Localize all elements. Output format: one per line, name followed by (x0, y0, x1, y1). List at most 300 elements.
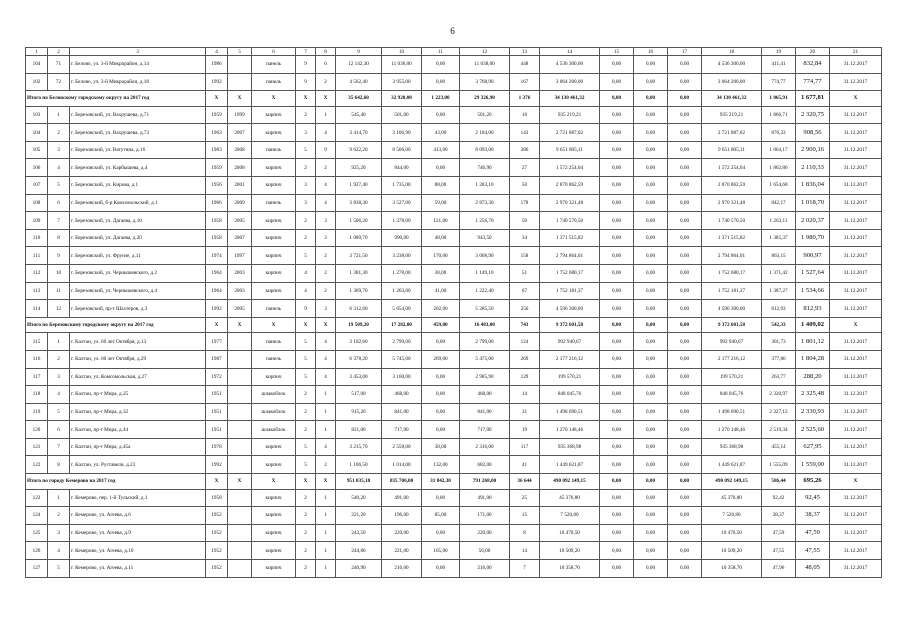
table-cell: 1 (316, 489, 336, 507)
table-cell: кирпич (252, 524, 296, 542)
table-cell: 0,00 (600, 141, 634, 159)
table-cell: 0,00 (668, 403, 702, 421)
table-cell (228, 73, 252, 91)
subtotal-label: Итого по Березовскому городскому округу на 2017 год (26, 317, 206, 333)
table-cell: 0,00 (600, 300, 634, 318)
table-cell (228, 350, 252, 368)
table-cell: 3 064 200,00 (540, 73, 600, 91)
table-cell: 1 740 570,50 (702, 212, 762, 230)
table-cell: 103 (26, 106, 48, 124)
table-cell: 943,50 (460, 229, 510, 247)
table-cell: 38,37 (796, 507, 830, 525)
table-cell: шлакоблок (252, 403, 296, 421)
table-row (26, 438, 882, 456)
table-cell: X (252, 317, 296, 333)
table-cell: 0,00 (422, 403, 460, 421)
table-cell: 171,00 (460, 507, 510, 525)
table-cell: панель (252, 56, 296, 74)
table-cell: 3 238,00 (382, 247, 422, 265)
table-cell: 199 570,21 (540, 368, 600, 386)
table-cell: 31 (510, 403, 540, 421)
table-cell: 501,20 (460, 106, 510, 124)
table-cell: 1951 (206, 386, 228, 404)
table-cell: 0,00 (422, 524, 460, 542)
table-cell: 1 449 621,87 (540, 456, 600, 474)
table-cell: кирпич (252, 212, 296, 230)
table-row (26, 300, 882, 318)
table-cell: 50 (510, 177, 540, 195)
table-cell: 7 (48, 438, 70, 456)
table-cell: 0,00 (600, 282, 634, 300)
table-cell: 0,00 (634, 317, 668, 333)
table-cell: 1 (316, 559, 336, 577)
table-cell: 1 559,00 (796, 456, 830, 474)
subtotal-label: Итого по Беловскому городскому округу на 2017 год (26, 91, 206, 107)
table-cell: 0,00 (600, 91, 634, 107)
table-cell: 4 536 300,00 (540, 56, 600, 74)
table-cell: 31.12.2017 (830, 300, 882, 318)
table-cell: 14 (510, 542, 540, 560)
column-number: 3 (70, 48, 206, 56)
table-cell: 2 (296, 106, 316, 124)
table-cell: 11 038,00 (460, 56, 510, 74)
table-cell: 3 (296, 177, 316, 195)
table-cell: 9 (296, 56, 316, 74)
table-cell: 0,00 (634, 421, 668, 439)
table-cell: 2 177 216,12 (540, 350, 600, 368)
table-cell: 0,00 (668, 333, 702, 351)
table-cell: 9 651 805,11 (540, 141, 600, 159)
table-cell: 0,00 (634, 159, 668, 177)
table-cell: 2 320,97 (762, 386, 796, 404)
table-cell: 3 (296, 124, 316, 142)
table-cell: 2003 (228, 265, 252, 283)
table-cell: 3 106,90 (382, 124, 422, 142)
column-number: 21 (830, 48, 882, 56)
column-number: 4 (206, 48, 228, 56)
table-cell: 0,00 (668, 524, 702, 542)
table-cell: 0,00 (600, 386, 634, 404)
table-cell: 517,00 (336, 386, 382, 404)
table-cell: 1 555,09 (762, 456, 796, 474)
table-cell (228, 56, 252, 74)
table-cell: 1 378,00 (382, 212, 422, 230)
table-cell: 1 (316, 524, 336, 542)
table-cell: 3 453,00 (336, 368, 382, 386)
table-cell: 220,00 (382, 524, 422, 542)
subtotal-row (26, 91, 882, 107)
table-cell: кирпич (252, 177, 296, 195)
table-cell (228, 368, 252, 386)
table-cell: 386 (510, 141, 540, 159)
table-cell: 3 064 200,00 (702, 73, 762, 91)
table-cell: 1 572 254,04 (540, 159, 600, 177)
table-cell: 301,73 (762, 333, 796, 351)
table-cell: 1 385,37 (762, 229, 796, 247)
column-number-row (26, 48, 882, 56)
table-cell: 0,00 (668, 141, 702, 159)
table-cell: 108 (26, 194, 48, 212)
table-cell: 1 677,81 (796, 91, 830, 107)
table-cell: 0,00 (600, 542, 634, 560)
table-cell: 0,00 (634, 91, 668, 107)
address-cell: г. Калтан, пр-т Мира, д.44 (70, 421, 206, 439)
table-row (26, 229, 882, 247)
table-cell: 0,00 (668, 212, 702, 230)
table-cell: 1 018,70 (796, 194, 830, 212)
table-cell: 0,00 (668, 229, 702, 247)
table-cell: 0,00 (634, 456, 668, 474)
table-cell: 1963 (206, 124, 228, 142)
table-cell: 2 525,60 (796, 421, 830, 439)
table-cell: 2 970 321,48 (540, 194, 600, 212)
table-row (26, 456, 882, 474)
table-cell: 1 376 (510, 91, 540, 107)
table-row (26, 265, 882, 283)
table-cell: шлакоблок (252, 421, 296, 439)
table-cell: 29 326,90 (460, 91, 510, 107)
table-cell: 50 (510, 212, 540, 230)
column-number: 6 (252, 48, 296, 56)
table-cell: 695,26 (796, 474, 830, 490)
table-cell: 2 873,30 (460, 194, 510, 212)
table-cell: 1 752 181,37 (702, 282, 762, 300)
table-cell: 1997 (228, 247, 252, 265)
table-cell: 0,00 (668, 194, 702, 212)
table-cell: 1952 (206, 559, 228, 577)
table-cell: 2 (48, 507, 70, 525)
address-cell: г. Березовский, ул. Чернышевского, д.2 (70, 265, 206, 283)
table-cell: кирпич (252, 438, 296, 456)
table-cell: 863,15 (762, 247, 796, 265)
table-cell: 31.12.2017 (830, 106, 882, 124)
table-cell: 1 270 148,46 (540, 421, 600, 439)
table-cell: 848 045,76 (540, 386, 600, 404)
table-cell: 627,95 (796, 438, 830, 456)
table-cell: 2 (316, 265, 336, 283)
table-cell: 2 (296, 507, 316, 525)
table-cell: 1 449 621,87 (702, 456, 762, 474)
table-cell: 3 068,90 (460, 247, 510, 265)
table-cell: 240,90 (336, 559, 382, 577)
table-cell: 2 900,16 (796, 141, 830, 159)
table-cell: 3 215,70 (336, 438, 382, 456)
table-cell: 0,00 (600, 333, 634, 351)
table-cell: 16 (510, 106, 540, 124)
table-cell: 0,00 (668, 247, 702, 265)
table-row (26, 524, 882, 542)
table-cell: 0,00 (600, 177, 634, 195)
table-cell: 1 752 680,17 (540, 265, 600, 283)
table-cell: 43,00 (422, 124, 460, 142)
column-number: 8 (316, 48, 336, 56)
table-row (26, 56, 882, 74)
table-cell: 377,86 (762, 350, 796, 368)
address-cell: г. Калтан, пр-т Мира, д.32 (70, 403, 206, 421)
table-cell: 841,00 (382, 403, 422, 421)
table-cell: 746,90 (460, 159, 510, 177)
table-cell: 31.12.2017 (830, 350, 882, 368)
table-cell: 158 (510, 247, 540, 265)
table-row (26, 247, 882, 265)
table-cell: 71 (48, 56, 70, 74)
table-cell: 113 (26, 282, 48, 300)
table-cell: кирпич (252, 265, 296, 283)
table-cell: 3 (296, 194, 316, 212)
table-cell: 490 092 149,15 (540, 474, 600, 490)
table-cell: 4 (316, 124, 336, 142)
table-cell: 1952 (206, 542, 228, 560)
table-cell: 0,00 (634, 141, 668, 159)
table-cell: 5 (48, 559, 70, 577)
table-cell: 0,00 (668, 317, 702, 333)
table-cell: 88,00 (422, 177, 460, 195)
table-cell: 216,00 (382, 559, 422, 577)
table-cell: 935 368,98 (540, 438, 600, 456)
table-row (26, 106, 882, 124)
table-cell: 1 752 680,17 (702, 265, 762, 283)
table-cell: 0,00 (634, 56, 668, 74)
table-cell: 45 376,80 (702, 489, 762, 507)
table-cell: 6 (316, 56, 336, 74)
table-cell: 48,00 (422, 229, 460, 247)
table-cell: 14 (510, 386, 540, 404)
table-cell: 3 414,70 (336, 124, 382, 142)
table-cell: 490 092 149,15 (702, 474, 762, 490)
table-cell: 2 (296, 542, 316, 560)
table-cell: 15 (510, 507, 540, 525)
table-cell: 31.12.2017 (830, 421, 882, 439)
table-cell: 2 (316, 456, 336, 474)
table-cell: 413,00 (422, 141, 460, 159)
table-cell: 0,00 (600, 474, 634, 490)
table-cell (228, 456, 252, 474)
table-cell: 2 799,00 (382, 333, 422, 351)
table-cell: 1999 (228, 106, 252, 124)
table-cell: 31.12.2017 (830, 124, 882, 142)
table-cell: 0,00 (422, 368, 460, 386)
table-cell: 47,55 (796, 542, 830, 560)
table-cell: 0,00 (600, 559, 634, 577)
table-cell: 1 371 515,82 (540, 229, 600, 247)
table-cell: 0,00 (422, 159, 460, 177)
address-cell: г. Березовский, ул. Дагаева, д.20 (70, 229, 206, 247)
table-cell: 34 130 461,32 (702, 91, 762, 107)
table-cell: 2 (296, 559, 316, 577)
table-cell: 1992 (206, 73, 228, 91)
housing-table (25, 47, 882, 578)
table-cell: 1964 (206, 282, 228, 300)
table-cell: 0,00 (634, 507, 668, 525)
table-cell: 1972 (206, 368, 228, 386)
table-cell: 2009 (228, 194, 252, 212)
table-cell: 269 (510, 350, 540, 368)
table-cell: кирпич (252, 247, 296, 265)
table-cell: 109 (26, 212, 48, 230)
table-cell: 1 572 254,04 (702, 159, 762, 177)
table-cell: 123 (26, 489, 48, 507)
table-cell: X (296, 317, 316, 333)
table-cell: 0,00 (600, 247, 634, 265)
table-cell: 5 (296, 141, 316, 159)
table-cell: 0,00 (634, 438, 668, 456)
table-cell: 1 283,10 (460, 177, 510, 195)
table-cell: 10 509,20 (702, 542, 762, 560)
table-cell: 0,00 (668, 124, 702, 142)
table-cell: 8 (48, 456, 70, 474)
table-cell: 31.12.2017 (830, 403, 882, 421)
table-cell: 119 (26, 403, 48, 421)
table-cell: 11 (48, 282, 70, 300)
table-cell: 0,00 (422, 106, 460, 124)
table-cell: 1 740 570,50 (540, 212, 600, 230)
table-cell: 455,14 (762, 438, 796, 456)
table-cell: 0,00 (634, 177, 668, 195)
table-cell: 935 219,21 (702, 106, 762, 124)
table-cell: 1974 (206, 247, 228, 265)
table-cell: 11 036,00 (382, 56, 422, 74)
table-cell: кирпич (252, 489, 296, 507)
table-cell: 4 (316, 177, 336, 195)
table-cell: 45 376,80 (540, 489, 600, 507)
table-cell: 0,00 (634, 282, 668, 300)
table-cell: 111 (26, 247, 48, 265)
table-cell: кирпич (252, 229, 296, 247)
column-number: 7 (296, 48, 316, 56)
table-cell: 3 (48, 368, 70, 386)
table-cell (228, 333, 252, 351)
table-cell: 448 (510, 56, 540, 74)
address-cell: г. Калтан, ул. Руставели, д.23 (70, 456, 206, 474)
table-cell: 0,00 (600, 229, 634, 247)
table-cell: 41,00 (422, 282, 460, 300)
table-cell: 5 285,50 (460, 300, 510, 318)
table-cell: 0,00 (634, 542, 668, 560)
table-cell: 1958 (206, 212, 228, 230)
table-cell: 10 358,70 (702, 559, 762, 577)
table-cell: 468,00 (460, 386, 510, 404)
table-cell (228, 489, 252, 507)
table-cell: 1 (316, 106, 336, 124)
table-cell: 0,00 (668, 386, 702, 404)
table-cell: 31.12.2017 (830, 56, 882, 74)
table-cell: 2 110,33 (796, 159, 830, 177)
table-cell: 107 (26, 177, 48, 195)
address-cell: г. Белово, ул. 3-й Микрорайон, д.14 (70, 56, 206, 74)
table-cell: 4 562,40 (336, 73, 382, 91)
table-cell: 2 (296, 403, 316, 421)
table-cell: 31.12.2017 (830, 542, 882, 560)
table-row (26, 177, 882, 195)
table-cell: 19 509,20 (336, 317, 382, 333)
table-cell: 992 940,67 (702, 333, 762, 351)
table-cell: 9 (296, 300, 316, 318)
table-cell: 2 (48, 350, 70, 368)
table-cell: 842,17 (762, 194, 796, 212)
address-cell: г. Березовский, ул. Кирова, д.1 (70, 177, 206, 195)
table-cell: 1956 (206, 177, 228, 195)
table-cell: X (206, 317, 228, 333)
table-cell: 19 (510, 421, 540, 439)
table-cell: панель (252, 333, 296, 351)
table-cell: X (316, 91, 336, 107)
table-cell: 2 (296, 212, 316, 230)
table-cell: 0,00 (600, 403, 634, 421)
table-cell: 491,00 (460, 489, 510, 507)
table-cell: 2 (296, 489, 316, 507)
table-cell: 31.12.2017 (830, 456, 882, 474)
table-cell: 1952 (206, 507, 228, 525)
table-cell: 143 (510, 124, 540, 142)
table-cell: 35 642,60 (336, 91, 382, 107)
column-number: 11 (422, 48, 460, 56)
table-cell: 0,00 (634, 489, 668, 507)
table-cell: кирпич (252, 159, 296, 177)
table-cell: 116 (26, 350, 48, 368)
table-row (26, 350, 882, 368)
table-cell: 120 (26, 421, 48, 439)
table-cell: 2 985,90 (460, 368, 510, 386)
table-cell: панель (252, 141, 296, 159)
table-cell: 1 080,70 (336, 229, 382, 247)
table-cell: 0,00 (634, 212, 668, 230)
table-cell: 5 (296, 456, 316, 474)
table-cell: 0,00 (600, 265, 634, 283)
table-cell: 908,56 (796, 124, 830, 142)
table-cell: 31.12.2017 (830, 159, 882, 177)
table-cell: 4 (48, 542, 70, 560)
table-cell: 1952 (206, 524, 228, 542)
table-cell: 0,00 (634, 386, 668, 404)
table-cell: 124 (26, 507, 48, 525)
table-cell: 0,00 (422, 421, 460, 439)
table-cell: 31 842,30 (422, 474, 460, 490)
table-cell: 1 862,86 (762, 159, 796, 177)
table-cell: 1 263,11 (762, 212, 796, 230)
table-cell: 951 035,10 (336, 474, 382, 490)
table-cell: 5 654,00 (382, 300, 422, 318)
address-cell: г. Калтан, ул. 60 лет Октября, д.29 (70, 350, 206, 368)
page-number: 6 (450, 26, 455, 36)
table-cell: 3 (316, 300, 336, 318)
table-cell: 244,80 (336, 542, 382, 560)
table-cell: 0,00 (668, 56, 702, 74)
table-cell: 2007 (228, 229, 252, 247)
table-cell: 32 920,00 (382, 91, 422, 107)
table-cell: 129 (510, 368, 540, 386)
table-cell: 31.12.2017 (830, 282, 882, 300)
table-cell: 8 093,00 (460, 141, 510, 159)
table-cell: 0,00 (634, 124, 668, 142)
table-cell: 6 312,60 (336, 300, 382, 318)
table-cell: 3 527,00 (382, 194, 422, 212)
table-cell: 0,00 (422, 333, 460, 351)
table-cell: 1 752 181,37 (540, 282, 600, 300)
table-cell: 1 (316, 421, 336, 439)
table-cell: 844,00 (382, 159, 422, 177)
table-row (26, 421, 882, 439)
table-cell: панель (252, 194, 296, 212)
table-cell: 832,84 (796, 56, 830, 74)
table-cell: 4 (296, 282, 316, 300)
table-cell: 122 (26, 456, 48, 474)
table-cell: 221,00 (382, 542, 422, 560)
table-cell: 1 106,50 (336, 456, 382, 474)
table-row (26, 507, 882, 525)
table-cell: 0,00 (634, 265, 668, 283)
table-cell: 2 (296, 524, 316, 542)
table-cell: 0,00 (668, 489, 702, 507)
